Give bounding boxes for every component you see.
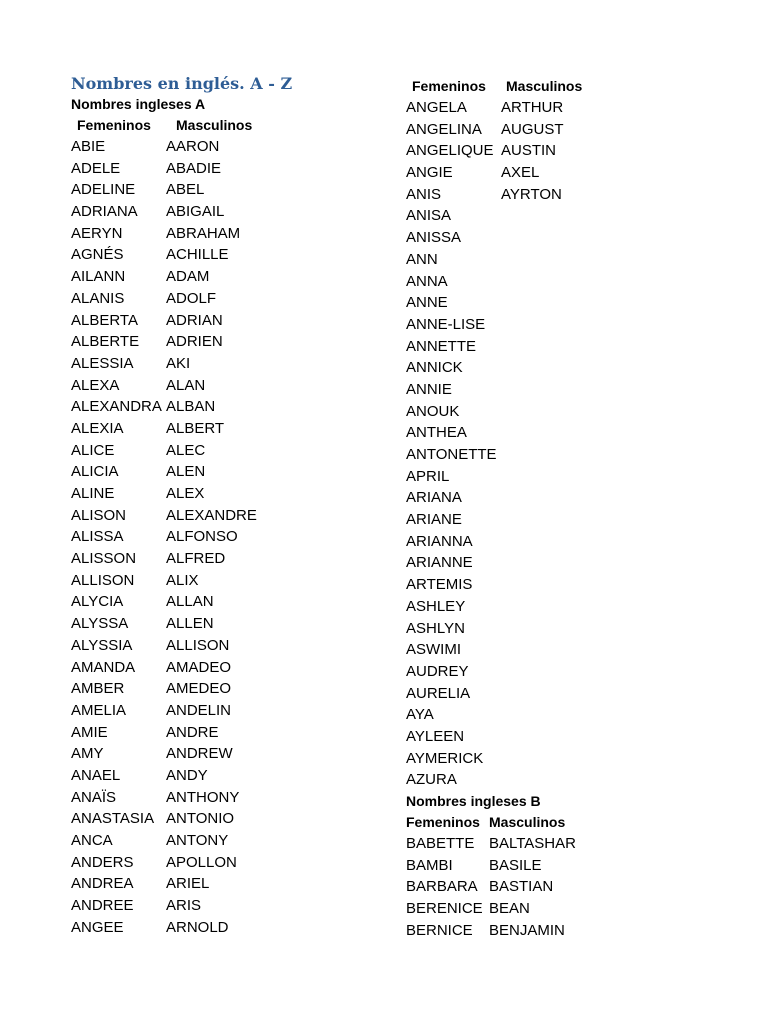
- section-a-heading: Nombres ingleses A: [71, 96, 206, 112]
- female-name: BARBARA: [406, 878, 478, 896]
- female-name: ALEXA: [71, 376, 120, 394]
- name-row: [406, 639, 746, 661]
- male-name: AMEDEO: [166, 680, 232, 698]
- female-name: ANNE-LISE: [406, 315, 486, 333]
- male-name: ALAN: [166, 376, 206, 394]
- female-name: ALLISON: [71, 571, 135, 589]
- female-name: ADELE: [71, 159, 121, 177]
- female-name: ALEXANDRA: [71, 398, 162, 416]
- male-name: BENJAMIN: [489, 921, 565, 939]
- female-name: ALISON: [71, 506, 127, 524]
- male-name: ARNOLD: [166, 918, 229, 936]
- female-name: ANAEL: [71, 766, 121, 784]
- section-b-column-headers: [406, 812, 746, 833]
- female-name: ALISSON: [71, 550, 137, 568]
- name-row: [406, 466, 746, 488]
- name-row: [406, 574, 746, 596]
- female-name: ANNIE: [406, 380, 452, 398]
- name-row: [406, 401, 746, 423]
- name-row: [406, 357, 746, 379]
- female-name: AERYN: [71, 224, 123, 242]
- name-row: [71, 765, 391, 787]
- female-name: ALICE: [71, 441, 115, 459]
- name-row: [406, 379, 746, 401]
- male-name: BEAN: [489, 900, 530, 918]
- name-row: [406, 596, 746, 618]
- female-name: AYLEEN: [406, 727, 465, 745]
- male-name: APOLLON: [166, 853, 237, 871]
- female-name: ADRIANA: [71, 203, 138, 221]
- name-row: [71, 830, 391, 852]
- female-name: ANNA: [406, 272, 448, 290]
- male-name: AKI: [166, 354, 191, 372]
- name-row: [71, 461, 391, 483]
- male-name: ALBERT: [166, 419, 225, 437]
- name-row: [406, 487, 746, 509]
- female-name: ADELINE: [71, 181, 136, 199]
- name-row: [71, 483, 391, 505]
- female-name: ALESSIA: [71, 354, 134, 372]
- name-row: [406, 97, 746, 119]
- male-name: ARTHUR: [501, 99, 564, 116]
- female-name: AMELIA: [71, 701, 127, 719]
- name-row: [406, 227, 746, 249]
- male-name: ALEC: [166, 441, 206, 459]
- name-row: [406, 748, 746, 770]
- name-row: [406, 184, 746, 206]
- male-name: ADOLF: [166, 289, 217, 307]
- section-a-cont-name-list: [406, 97, 746, 791]
- female-name: ARIANNE: [406, 554, 473, 572]
- name-row: [71, 396, 391, 418]
- name-row: [71, 613, 391, 635]
- female-name: ANIS: [406, 185, 442, 203]
- male-name: ALEXANDRE: [166, 506, 257, 524]
- name-row: [71, 722, 391, 744]
- female-name: ALINE: [71, 485, 115, 502]
- name-row: [406, 162, 746, 184]
- male-name: ABADIE: [166, 159, 222, 177]
- male-name: ALEN: [166, 463, 206, 481]
- female-name: ABIE: [71, 138, 106, 155]
- female-name: ANASTASIA: [71, 810, 155, 828]
- document-title: Nombres en inglés. A - Z: [71, 74, 293, 93]
- male-name: ABRAHAM: [166, 224, 241, 242]
- name-row: [71, 526, 391, 548]
- name-row: [406, 769, 746, 791]
- name-row: [71, 743, 391, 765]
- male-name: ANDREW: [166, 745, 233, 763]
- male-name: ALFONSO: [166, 528, 238, 546]
- name-row: [406, 292, 746, 314]
- male-name: ANTONIO: [166, 810, 235, 828]
- name-row: [406, 552, 746, 574]
- female-name: APRIL: [406, 467, 450, 485]
- male-name: ALLEN: [166, 615, 214, 633]
- female-name: ANGELA: [406, 99, 467, 116]
- male-name: ALLISON: [166, 636, 230, 654]
- name-row: [71, 808, 391, 830]
- female-name: ALEXIA: [71, 419, 124, 437]
- name-row: [71, 895, 391, 917]
- male-name: ARIS: [166, 897, 202, 915]
- section-a-cont-column-headers: [406, 76, 746, 97]
- col-header-femeninos: Femeninos: [77, 117, 151, 133]
- female-name: ANDREE: [71, 897, 134, 915]
- female-name: ANAÏS: [71, 788, 117, 806]
- col-header-masculinos: Masculinos: [489, 814, 566, 830]
- male-name: ANDELIN: [166, 701, 232, 719]
- female-name: AILANN: [71, 268, 126, 286]
- col-header-femeninos: Femeninos: [406, 814, 480, 830]
- female-name: ANTONETTE: [406, 446, 497, 463]
- male-name: AMADEO: [166, 658, 232, 676]
- col-header-masculinos: Masculinos: [176, 117, 253, 133]
- female-name: AMANDA: [71, 658, 136, 676]
- name-row: [406, 876, 746, 898]
- female-name: ASWIMI: [406, 641, 461, 659]
- name-row: [406, 336, 746, 358]
- male-name: BASILE: [489, 856, 542, 874]
- male-name: ALFRED: [166, 550, 226, 568]
- name-row: [71, 917, 391, 939]
- female-name: AMIE: [71, 723, 108, 741]
- female-name: ARTEMIS: [406, 576, 473, 594]
- male-name: ADRIEN: [166, 333, 223, 351]
- name-row: [406, 444, 746, 466]
- name-row: [406, 833, 746, 855]
- male-name: ANDY: [166, 766, 208, 784]
- male-name: ADAM: [166, 268, 210, 286]
- name-row: [406, 661, 746, 683]
- female-name: ALYCIA: [71, 593, 124, 611]
- name-row: [71, 635, 391, 657]
- section-b-heading: Nombres ingleses B: [406, 793, 541, 809]
- name-row: [406, 920, 746, 942]
- name-row: [71, 548, 391, 570]
- name-row: [406, 855, 746, 877]
- name-row: [71, 375, 391, 397]
- female-name: ALBERTE: [71, 333, 140, 351]
- female-name: AMY: [71, 745, 104, 763]
- section-b-name-list: [406, 833, 746, 941]
- name-row: [406, 509, 746, 531]
- col-header-femeninos: Femeninos: [412, 78, 486, 94]
- female-name: AURELIA: [406, 684, 471, 702]
- male-name: AUGUST: [501, 120, 564, 138]
- name-row: [71, 331, 391, 353]
- female-name: ASHLEY: [406, 597, 466, 615]
- female-name: AYMERICK: [406, 749, 484, 767]
- female-name: ALICIA: [71, 463, 119, 481]
- female-name: ANDREA: [71, 875, 134, 893]
- name-row: [71, 678, 391, 700]
- name-row: [71, 353, 391, 375]
- male-name: AYRTON: [501, 185, 562, 203]
- female-name: ANNE: [406, 294, 448, 312]
- male-name: ANTONY: [166, 832, 229, 849]
- name-row: [406, 898, 746, 920]
- name-row: [406, 704, 746, 726]
- male-name: ALBAN: [166, 398, 216, 416]
- female-name: ANDERS: [71, 853, 134, 871]
- male-name: ABIGAIL: [166, 203, 225, 221]
- name-row: [71, 440, 391, 462]
- name-row: [71, 179, 391, 201]
- male-name: ACHILLE: [166, 246, 229, 264]
- name-row: [71, 570, 391, 592]
- male-name: BALTASHAR: [489, 835, 576, 852]
- name-row: [406, 205, 746, 227]
- name-row: [406, 422, 746, 444]
- male-name: AXEL: [501, 164, 540, 182]
- female-name: AYA: [406, 706, 434, 724]
- female-name: BERNICE: [406, 921, 473, 939]
- female-name: ALISSA: [71, 528, 124, 546]
- male-name: ANTHONY: [166, 788, 240, 806]
- name-row: [71, 266, 391, 288]
- name-row: [71, 505, 391, 527]
- name-row: [71, 223, 391, 245]
- name-row: [71, 873, 391, 895]
- name-row: [406, 683, 746, 705]
- male-name: ALEX: [166, 485, 205, 502]
- female-name: ANNICK: [406, 359, 463, 377]
- name-row: [71, 700, 391, 722]
- female-name: BAMBI: [406, 856, 453, 874]
- female-name: AGNÉS: [71, 246, 124, 264]
- female-name: ANISSA: [406, 229, 462, 247]
- left-column: [71, 74, 391, 938]
- male-name: ARIEL: [166, 875, 210, 893]
- female-name: ANOUK: [406, 402, 460, 420]
- section-a-column-headers: [71, 115, 391, 136]
- female-name: ARIANE: [406, 511, 462, 529]
- male-name: ABEL: [166, 181, 205, 199]
- name-row: [71, 418, 391, 440]
- female-name: ANGELIQUE: [406, 142, 494, 160]
- name-row: [71, 787, 391, 809]
- female-name: ANTHEA: [406, 424, 467, 442]
- female-name: ANGELINA: [406, 120, 482, 138]
- female-name: ANISA: [406, 207, 452, 225]
- name-row: [71, 657, 391, 679]
- name-row: [71, 201, 391, 223]
- right-column: [406, 76, 746, 941]
- name-row: [406, 531, 746, 553]
- male-name: ANDRE: [166, 723, 219, 741]
- female-name: ALANIS: [71, 289, 125, 307]
- name-row: [71, 136, 391, 158]
- col-header-masculinos: Masculinos: [506, 78, 583, 94]
- name-row: [406, 140, 746, 162]
- female-name: ANGEE: [71, 918, 124, 936]
- female-name: ANNETTE: [406, 337, 477, 355]
- female-name: ANGIE: [406, 164, 453, 182]
- female-name: ANCA: [71, 832, 113, 849]
- female-name: ALYSSIA: [71, 636, 133, 654]
- name-row: [406, 618, 746, 640]
- female-name: BABETTE: [406, 835, 475, 852]
- female-name: ALYSSA: [71, 615, 129, 633]
- male-name: ALIX: [166, 571, 199, 589]
- male-name: AARON: [166, 138, 220, 155]
- name-row: [406, 271, 746, 293]
- name-row: [406, 119, 746, 141]
- name-row: [71, 244, 391, 266]
- female-name: ALBERTA: [71, 311, 138, 329]
- female-name: ANN: [406, 250, 438, 268]
- female-name: AMBER: [71, 680, 125, 698]
- female-name: AUDREY: [406, 662, 469, 680]
- male-name: ALLAN: [166, 593, 214, 611]
- female-name: ASHLYN: [406, 619, 465, 637]
- female-name: BERENICE: [406, 900, 483, 918]
- female-name: AZURA: [406, 771, 457, 789]
- male-name: ADRIAN: [166, 311, 223, 329]
- name-row: [71, 158, 391, 180]
- section-a-name-list: [71, 136, 391, 938]
- name-row: [71, 288, 391, 310]
- name-row: [71, 852, 391, 874]
- name-row: [71, 591, 391, 613]
- female-name: ARIANA: [406, 489, 462, 507]
- female-name: ARIANNA: [406, 532, 473, 550]
- name-row: [406, 249, 746, 271]
- name-row: [71, 310, 391, 332]
- name-row: [406, 314, 746, 336]
- name-row: [406, 726, 746, 748]
- male-name: BASTIAN: [489, 878, 554, 896]
- male-name: AUSTIN: [501, 142, 557, 160]
